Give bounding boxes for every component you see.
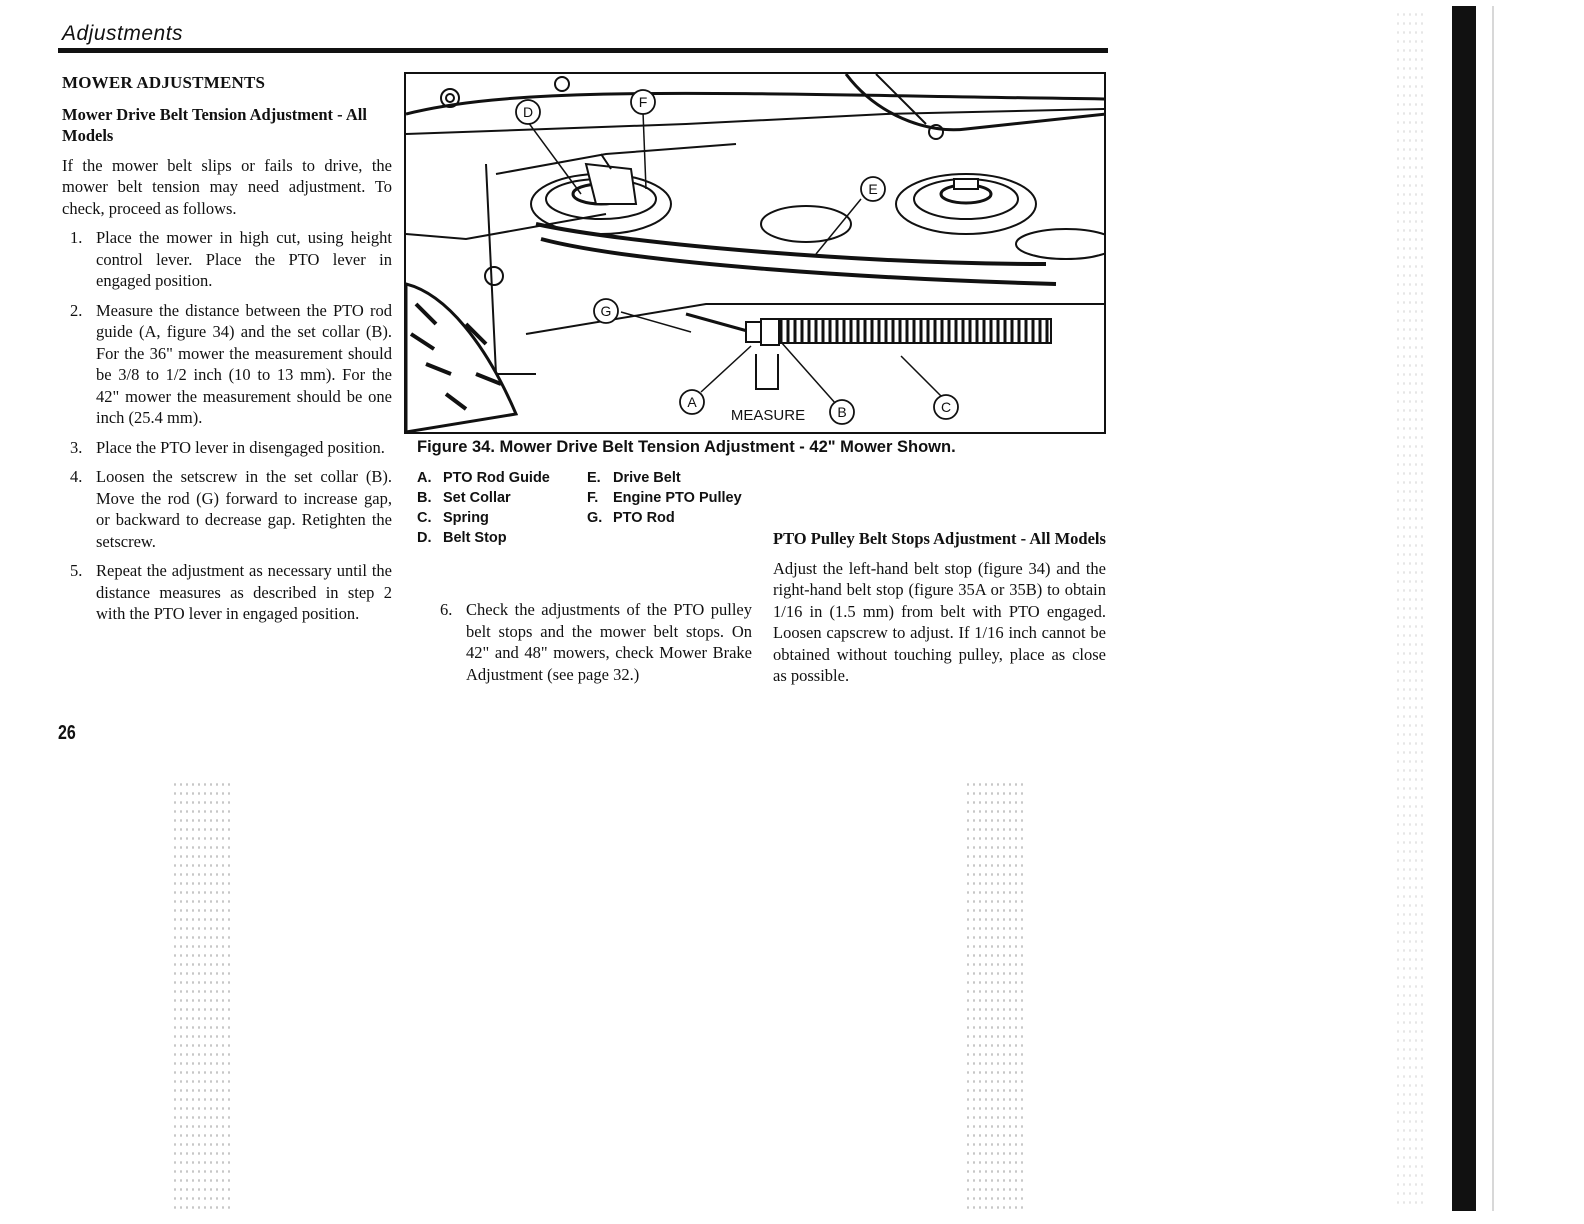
left-column [62, 72, 392, 633]
binding-edge [1492, 6, 1494, 1211]
step-item [62, 466, 392, 552]
step-text: Measure the distance between the PTO rod guide (A, figure 34) and the set collar (B). For the 36" mower the measurement should be 3/8 to 1/2 inch (10 to 13 mm). For the 42" mower the measurement should be one inch (25.4 mm). [96, 300, 392, 427]
figure-34-illustration [404, 72, 1106, 434]
step-number: 5. [70, 561, 83, 580]
step-item-6 [432, 599, 752, 685]
legend-item: G. PTO Rod [587, 510, 675, 526]
step-item [62, 300, 392, 429]
section-header: Adjustments [62, 22, 184, 45]
step-text: Repeat the adjustment as necessary until the distance measures as described in step 2 with the PTO lever in engaged position. [96, 561, 392, 623]
step-text: Loosen the setscrew in the set collar (B). Move the rod (G) forward to increase gap, or backward to decrease gap. Retighten the setscrew. [96, 467, 392, 551]
legend-item: A. PTO Rod Guide [417, 470, 550, 486]
step-number: 6. [440, 600, 453, 619]
section-heading: MOWER ADJUSTMENTS [62, 73, 266, 92]
scan-speckle [172, 780, 232, 1210]
figure-caption: Figure 34. Mower Drive Belt Tension Adjustment - 42" Mower Shown. [417, 438, 956, 456]
legend-item: B. Set Collar [417, 490, 511, 506]
callout-f-label: F [638, 94, 648, 110]
callout-g-label: G [600, 303, 612, 319]
step-number: 2. [70, 300, 83, 320]
legend-column-left [417, 468, 550, 548]
step-item [62, 560, 392, 625]
callout-b-label: B [837, 404, 847, 420]
header-rule [58, 48, 1108, 53]
legend-item: C. Spring [417, 510, 489, 526]
scan-speckle [1395, 10, 1425, 1210]
step-item [62, 227, 392, 292]
step-number: 4. [70, 467, 83, 486]
step-text: Check the adjustments of the PTO pulley belt stops and the mower belt stops. On 42" and 48" mowers, check Mower Brake Adjustment (see page 32.) [466, 600, 752, 684]
legend-item: E. Drive Belt [587, 470, 681, 486]
scan-speckle [965, 780, 1025, 1210]
step-item [62, 437, 392, 459]
right-column [773, 528, 1106, 695]
binding-strip [1452, 6, 1476, 1211]
step-text: Place the mower in high cut, using height control lever. Place the PTO lever in engaged position. [96, 228, 392, 290]
step-number: 1. [70, 228, 83, 247]
step-number: 3. [70, 437, 83, 457]
page-number: 26 [58, 722, 76, 744]
measure-label: MEASURE [730, 407, 806, 424]
callout-e-label: E [868, 181, 878, 197]
legend-item: D. Belt Stop [417, 530, 507, 546]
mower-belt-diagram [406, 74, 1104, 432]
callout-a-label: A [687, 394, 697, 410]
intro-paragraph: If the mower belt slips or fails to drive, the mower belt tension may need adjustment. To check, proceed as follows. [62, 155, 392, 218]
belt-stops-heading: PTO Pulley Belt Stops Adjustment - All Models [773, 529, 1106, 548]
subsection-heading: Mower Drive Belt Tension Adjustment - All Models [62, 104, 367, 145]
callout-c-label: C [940, 399, 952, 415]
callout-d-label: D [522, 104, 534, 120]
steps-list [62, 227, 392, 625]
legend-item: F. Engine PTO Pulley [587, 490, 742, 506]
legend-column-right [587, 468, 742, 528]
step-text: Place the PTO lever in disengaged position. [96, 437, 385, 457]
belt-stops-paragraph: Adjust the left-hand belt stop (figure 34) and the right-hand belt stop (figure 35A or 35B) to obtain 1/16 in (1.5 mm) from belt with PTO engaged. Loosen capscrew to adjust. If 1/16 inch cannot be obtained without touching pulley, place as close as possible. [773, 558, 1106, 685]
